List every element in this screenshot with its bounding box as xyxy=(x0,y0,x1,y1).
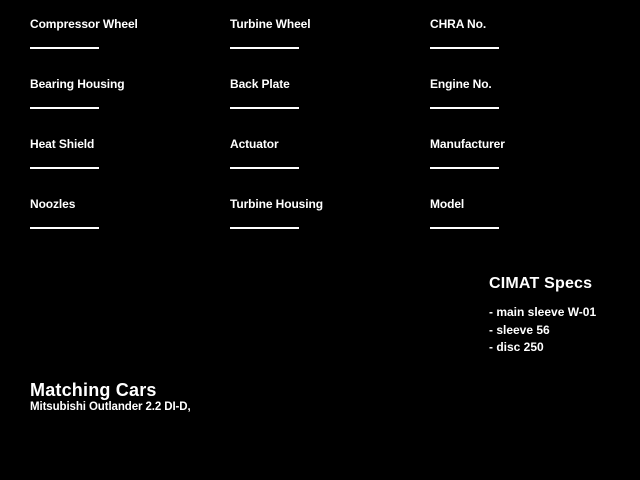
field-label-turbine-wheel: Turbine Wheel xyxy=(230,17,311,31)
field-label-actuator: Actuator xyxy=(230,137,279,151)
spec-item-disc: - disc 250 xyxy=(489,340,544,354)
field-compressor-wheel xyxy=(30,17,200,49)
field-blank-back-plate xyxy=(230,107,299,109)
field-engine-no xyxy=(430,77,600,109)
spec-item-sleeve: - sleeve 56 xyxy=(489,322,550,337)
cimat-specs-list xyxy=(489,304,596,357)
cimat-specs-title: CIMAT Specs xyxy=(489,275,593,292)
field-label-model: Model xyxy=(430,197,465,211)
field-blank-turbine-housing xyxy=(230,227,299,229)
field-turbine-housing xyxy=(230,197,400,229)
matching-cars-title: Matching Cars xyxy=(30,380,157,400)
matching-cars-list: Mitsubishi Outlander 2.2 DI-D, xyxy=(30,401,191,413)
field-label-heat-shield: Heat Shield xyxy=(30,137,95,151)
field-turbine-wheel xyxy=(230,17,400,49)
field-blank-turbine-wheel xyxy=(230,47,299,49)
field-blank-engine-no xyxy=(430,107,499,109)
field-blank-manufacturer xyxy=(430,167,499,169)
field-noozles xyxy=(30,197,200,229)
field-label-compressor-wheel: Compressor Wheel xyxy=(30,17,138,31)
matching-cars-section xyxy=(30,381,191,413)
field-blank-heat-shield xyxy=(30,167,99,169)
field-blank-actuator xyxy=(230,167,299,169)
field-manufacturer xyxy=(430,137,600,169)
field-blank-model xyxy=(430,227,499,229)
field-label-noozles: Noozles xyxy=(30,197,76,211)
field-heat-shield xyxy=(30,137,200,169)
field-actuator xyxy=(230,137,400,169)
field-back-plate xyxy=(230,77,400,109)
field-label-engine-no: Engine No. xyxy=(430,77,492,91)
spec-item-main-sleeve: - main sleeve W-01 xyxy=(489,305,597,319)
field-label-chra-no: CHRA No. xyxy=(430,17,487,31)
field-label-back-plate: Back Plate xyxy=(230,77,290,91)
cimat-specs-section xyxy=(489,274,596,357)
field-chra-no xyxy=(430,17,600,49)
field-bearing-housing xyxy=(30,77,200,109)
field-blank-bearing-housing xyxy=(30,107,99,109)
field-blank-noozles xyxy=(30,227,99,229)
field-label-manufacturer: Manufacturer xyxy=(430,137,505,151)
field-label-turbine-housing: Turbine Housing xyxy=(230,197,323,211)
field-blank-compressor-wheel xyxy=(30,47,99,49)
field-blank-chra-no xyxy=(430,47,499,49)
field-model xyxy=(430,197,600,229)
field-label-bearing-housing: Bearing Housing xyxy=(30,77,125,91)
